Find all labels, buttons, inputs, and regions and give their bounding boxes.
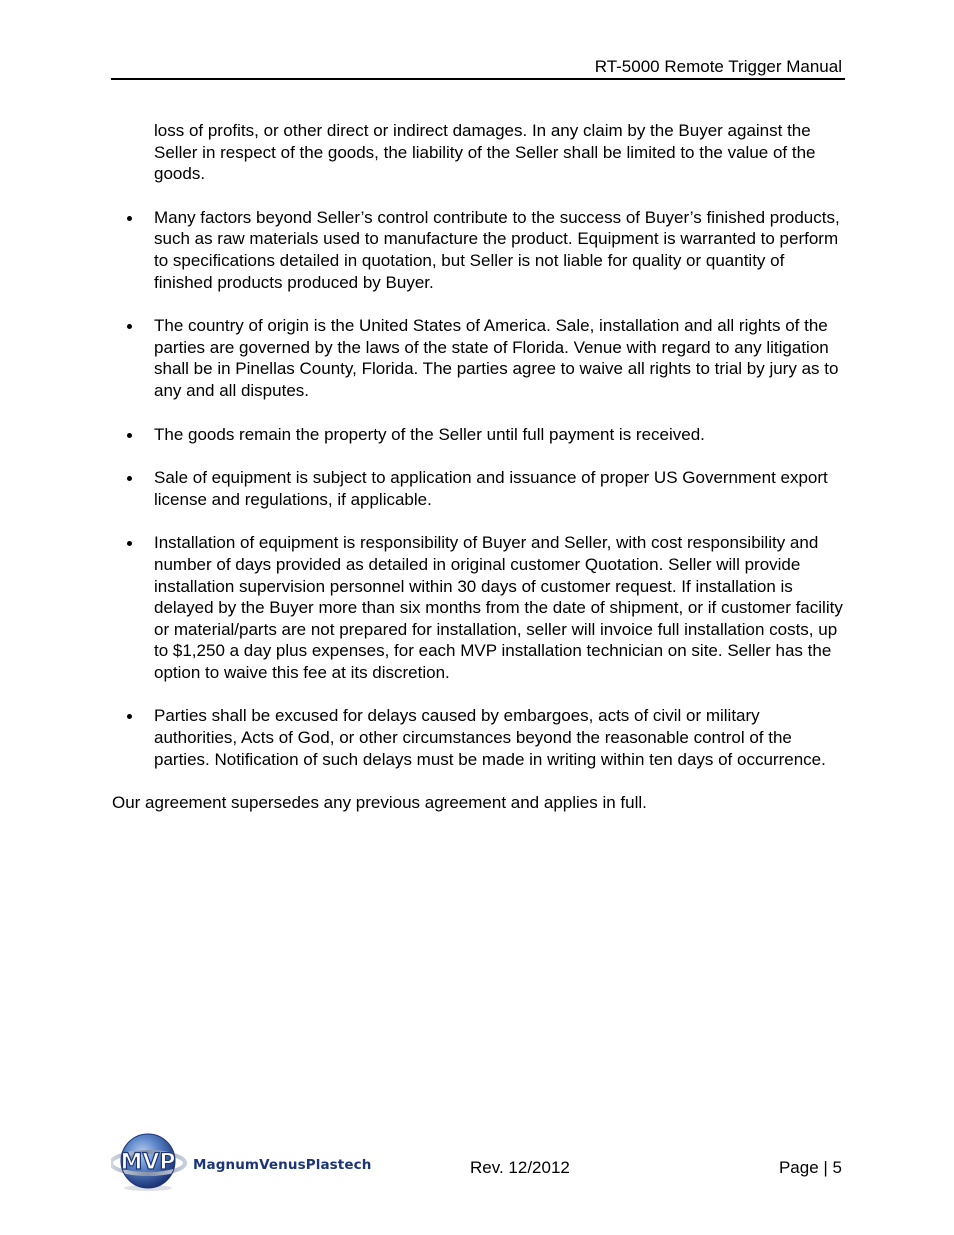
page-footer: [111, 1130, 845, 1192]
bullet-icon: [127, 476, 132, 481]
bullet-icon: [127, 714, 132, 719]
list-item-text: Sale of equipment is subject to application and issuance of proper US Government export license and regulations, if applicable.: [154, 468, 828, 509]
bullet-icon: [127, 216, 132, 221]
list-item: [112, 207, 847, 293]
continuation-paragraph: loss of profits, or other direct or indirect damages. In any claim by the Buyer against the Seller in respect of the goods, the liability of the Seller shall be limited to the value of the goods.: [154, 121, 816, 184]
logo-wordmark: MagnumVenusPlastech: [193, 1157, 372, 1173]
company-logo: [111, 1130, 401, 1192]
page-number: Page | 5: [778, 1158, 842, 1177]
closing-paragraph: Our agreement supersedes any previous agreement and applies in full.: [112, 793, 647, 813]
terms-list: [112, 207, 847, 770]
list-item-text: Installation of equipment is responsibility of Buyer and Seller, with cost responsibility and number of days provided as detailed in original customer Quotation. Seller will provide installation supervision personnel within 30 days of customer request. If installation is delayed by the Buyer more than six months from the date of shipment, or if customer facility or material/parts are not prepared for installation, seller will invoice full installation costs, up to $1,250 a day plus expenses, for each MVP installation technician on site. Seller has the option to waive this fee at its discretion.: [154, 533, 843, 682]
list-item-text: The goods remain the property of the Seller until full payment is received.: [154, 424, 705, 444]
revision-label: Rev. 12/2012: [470, 1158, 570, 1177]
list-item: [112, 532, 847, 683]
header-divider: [111, 78, 845, 80]
logo-mark-text: MVP: [120, 1150, 176, 1175]
list-item: [112, 424, 847, 446]
bullet-icon: [127, 541, 132, 546]
document-body: [112, 120, 847, 814]
bullet-icon: [127, 324, 132, 329]
header-title: RT-5000 Remote Trigger Manual: [594, 57, 842, 76]
list-item: [112, 705, 847, 770]
list-item-text: Many factors beyond Seller’s control contribute to the success of Buyer’s finished products, such as raw materials used to manufacture the product. Equipment is warranted to perform to specifications detailed in quotation, but Seller is not liable for quality or quantity of finished products produced by Buyer.: [154, 207, 840, 292]
list-item: [112, 467, 847, 510]
mvp-globe-icon: [111, 1130, 191, 1192]
list-item-text: Parties shall be excused for delays caused by embargoes, acts of civil or military authorities, Acts of God, or other circumstances beyond the reasonable control of the parties. Notification of such delays must be made in writing within ten days of occurrence.: [154, 706, 826, 769]
list-item-text: The country of origin is the United States of America. Sale, installation and all rights of the parties are governed by the laws of the state of Florida. Venue with regard to any litigation shall be in Pinellas County, Florida. The parties agree to waive all rights to trial by jury as to any and all disputes.: [154, 316, 839, 400]
bullet-icon: [127, 433, 132, 438]
list-item: [112, 315, 847, 401]
